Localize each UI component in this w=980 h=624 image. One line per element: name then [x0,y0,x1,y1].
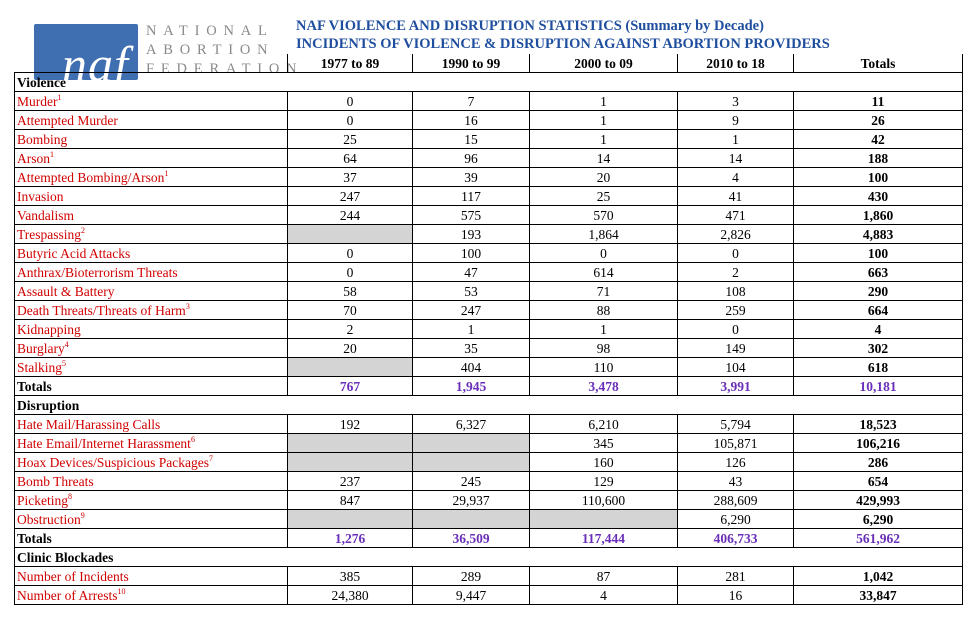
value-cell: 41 [678,187,794,206]
table-row [15,301,963,320]
footnote-marker: 1 [50,149,54,159]
row-label-text: Attempted Bombing/Arson [17,169,165,185]
section-row-blockades [15,548,963,567]
column-header-totals: Totals [794,54,963,73]
value-cell: 14 [530,149,678,168]
row-label [15,358,288,377]
row-label-text: Burglary [17,340,65,356]
totals-row-violence [15,377,963,396]
table-row [15,358,963,377]
row-label-text: Hate Email/Internet Harassment [17,435,191,451]
column-header-blank [15,54,288,73]
row-label-text: Assault & Battery [17,283,115,299]
row-label [15,263,288,282]
table-row [15,244,963,263]
value-cell: 117 [413,187,530,206]
value-cell: 87 [530,567,678,586]
row-total-cell: 654 [794,472,963,491]
no-data-cell [288,434,413,453]
row-label [15,168,288,187]
value-cell: 245 [413,472,530,491]
footnote-marker: 1 [164,168,169,178]
value-cell: 471 [678,206,794,225]
value-cell: 53 [413,282,530,301]
value-cell: 1 [530,320,678,339]
totals-label: Totals [15,377,288,396]
value-cell: 35 [413,339,530,358]
value-cell: 1 [413,320,530,339]
value-cell: 570 [530,206,678,225]
row-total-cell: 100 [794,168,963,187]
footnote-marker: 6 [190,434,195,444]
table-row [15,187,963,206]
value-cell: 0 [288,244,413,263]
no-data-cell [530,510,678,529]
row-total-cell: 430 [794,187,963,206]
row-label [15,434,288,453]
section-row-disruption [15,396,963,415]
value-cell: 237 [288,472,413,491]
table-row [15,567,963,586]
row-total-cell: 664 [794,301,963,320]
value-cell: 108 [678,282,794,301]
table-row [15,320,963,339]
column-header-1990-99: 1990 to 99 [413,54,530,73]
table-row [15,168,963,187]
row-total-cell: 618 [794,358,963,377]
row-label [15,282,288,301]
column-header-2000-09: 2000 to 09 [530,54,678,73]
value-cell: 0 [678,244,794,263]
table-row [15,453,963,472]
value-cell: 110 [530,358,678,377]
value-cell: 39 [413,168,530,187]
row-label [15,586,288,605]
row-label-text: Picketing [17,492,68,508]
row-total-cell: 6,290 [794,510,963,529]
row-label [15,149,288,168]
row-total-cell: 188 [794,149,963,168]
logo-line-federation: FEDERATION [146,61,304,77]
no-data-cell [413,510,530,529]
row-label-text: Kidnapping [17,321,81,337]
row-label [15,320,288,339]
value-cell: 3 [678,92,794,111]
table-row [15,282,963,301]
row-label-text: Trespassing [17,226,82,242]
no-data-cell [288,453,413,472]
value-cell: 575 [413,206,530,225]
footnote-marker: 8 [68,491,72,501]
value-cell: 129 [530,472,678,491]
value-cell: 71 [530,282,678,301]
footnote-marker: 2 [81,225,86,235]
value-cell: 259 [678,301,794,320]
value-cell: 20 [288,339,413,358]
value-cell: 385 [288,567,413,586]
value-cell: 2,826 [678,225,794,244]
value-cell: 247 [413,301,530,320]
footnote-marker: 9 [80,510,85,520]
table-row [15,206,963,225]
document-title: NAF VIOLENCE AND DISRUPTION STATISTICS (Summary by Decade) [296,18,764,34]
no-data-cell [413,453,530,472]
column-header-1977-89: 1977 to 89 [288,54,413,73]
table-row [15,111,963,130]
value-cell: 9 [678,111,794,130]
value-cell: 1 [530,130,678,149]
totals-value-cell: 3,991 [678,377,794,396]
value-cell: 43 [678,472,794,491]
value-cell: 6,290 [678,510,794,529]
value-cell: 1,864 [530,225,678,244]
footnote-marker: 1 [57,92,62,102]
row-label-text: Anthrax/Bioterrorism Threats [17,264,178,280]
table-row [15,472,963,491]
value-cell: 126 [678,453,794,472]
totals-value-cell: 767 [288,377,413,396]
row-label-text: Invasion [17,188,64,204]
value-cell: 16 [413,111,530,130]
row-total-cell: 429,993 [794,491,963,510]
section-heading: Disruption [15,396,963,415]
row-total-cell: 18,523 [794,415,963,434]
value-cell: 37 [288,168,413,187]
table-row [15,92,963,111]
value-cell: 47 [413,263,530,282]
value-cell: 6,210 [530,415,678,434]
row-total-cell: 290 [794,282,963,301]
row-label [15,510,288,529]
totals-value-cell: 406,733 [678,529,794,548]
row-label [15,130,288,149]
table-row [15,510,963,529]
statistics-table-body [15,54,963,605]
row-total-cell: 4,883 [794,225,963,244]
totals-value-cell: 10,181 [794,377,963,396]
value-cell: 193 [413,225,530,244]
totals-value-cell: 1,945 [413,377,530,396]
value-cell: 0 [530,244,678,263]
value-cell: 247 [288,187,413,206]
section-heading: Clinic Blockades [15,548,963,567]
row-label-text: Attempted Murder [17,112,118,128]
footnote-marker: 7 [208,453,213,463]
row-label [15,453,288,472]
totals-label: Totals [15,529,288,548]
row-label-text: Obstruction [17,511,81,527]
value-cell: 25 [530,187,678,206]
value-cell: 16 [678,586,794,605]
row-total-cell: 26 [794,111,963,130]
footnote-marker: 10 [117,586,126,596]
footnote-marker: 4 [64,339,69,349]
totals-value-cell: 117,444 [530,529,678,548]
value-cell: 1 [678,130,794,149]
value-cell: 9,447 [413,586,530,605]
row-label-text: Vandalism [17,207,74,223]
row-label-text: Number of Arrests [17,587,118,603]
row-label-text: Death Threats/Threats of Harm [17,302,186,318]
value-cell: 6,327 [413,415,530,434]
row-label-text: Murder [17,93,58,109]
value-cell: 4 [530,586,678,605]
row-label [15,244,288,263]
table-row [15,491,963,510]
row-total-cell: 1,860 [794,206,963,225]
row-label-text: Number of Incidents [17,568,129,584]
footnote-marker: 3 [185,301,190,311]
value-cell: 0 [288,111,413,130]
row-total-cell: 106,216 [794,434,963,453]
value-cell: 244 [288,206,413,225]
row-total-cell: 663 [794,263,963,282]
value-cell: 4 [678,168,794,187]
no-data-cell [413,434,530,453]
value-cell: 289 [413,567,530,586]
row-label-text: Butyric Acid Attacks [17,245,131,261]
no-data-cell [288,225,413,244]
value-cell: 160 [530,453,678,472]
row-label [15,415,288,434]
table-row [15,225,963,244]
value-cell: 7 [413,92,530,111]
naf-logo-wordmark: naf [62,36,129,92]
table-row [15,339,963,358]
row-label [15,339,288,358]
row-label-text: Stalking [17,359,63,375]
row-label-text: Hoax Devices/Suspicious Packages [17,454,209,470]
footnote-marker: 5 [62,358,67,368]
value-cell: 288,609 [678,491,794,510]
value-cell: 64 [288,149,413,168]
row-label [15,472,288,491]
value-cell: 96 [413,149,530,168]
row-total-cell: 42 [794,130,963,149]
value-cell: 58 [288,282,413,301]
value-cell: 404 [413,358,530,377]
row-total-cell: 1,042 [794,567,963,586]
row-label [15,92,288,111]
value-cell: 0 [288,92,413,111]
row-label [15,187,288,206]
totals-value-cell: 1,276 [288,529,413,548]
value-cell: 105,871 [678,434,794,453]
row-label [15,111,288,130]
section-row-violence [15,73,963,92]
row-label [15,225,288,244]
row-label-text: Hate Mail/Harassing Calls [17,416,161,432]
value-cell: 25 [288,130,413,149]
value-cell: 2 [678,263,794,282]
value-cell: 104 [678,358,794,377]
logo-line-national: NATIONAL [146,23,274,39]
table-row [15,130,963,149]
value-cell: 192 [288,415,413,434]
row-total-cell: 100 [794,244,963,263]
totals-value-cell: 3,478 [530,377,678,396]
value-cell: 5,794 [678,415,794,434]
value-cell: 70 [288,301,413,320]
section-heading: Violence [15,73,963,92]
value-cell: 847 [288,491,413,510]
row-label [15,567,288,586]
value-cell: 614 [530,263,678,282]
logo-line-abortion: ABORTION [146,42,275,58]
value-cell: 149 [678,339,794,358]
value-cell: 15 [413,130,530,149]
no-data-cell [288,358,413,377]
totals-value-cell: 561,962 [794,529,963,548]
value-cell: 281 [678,567,794,586]
table-row [15,415,963,434]
value-cell: 2 [288,320,413,339]
value-cell: 1 [530,111,678,130]
row-total-cell: 33,847 [794,586,963,605]
value-cell: 345 [530,434,678,453]
table-row [15,149,963,168]
document-subtitle: INCIDENTS OF VIOLENCE & DISRUPTION AGAINST ABORTION PROVIDERS [296,36,830,52]
column-header-2010-18: 2010 to 18 [678,54,794,73]
value-cell: 29,937 [413,491,530,510]
row-total-cell: 302 [794,339,963,358]
value-cell: 0 [288,263,413,282]
row-label-text: Bomb Threats [17,473,94,489]
totals-value-cell: 36,509 [413,529,530,548]
value-cell: 20 [530,168,678,187]
value-cell: 24,380 [288,586,413,605]
row-label-text: Arson [17,150,50,166]
value-cell: 88 [530,301,678,320]
table-row [15,586,963,605]
totals-row-disruption [15,529,963,548]
row-total-cell: 4 [794,320,963,339]
row-label [15,206,288,225]
value-cell: 0 [678,320,794,339]
value-cell: 98 [530,339,678,358]
row-label [15,301,288,320]
row-total-cell: 286 [794,453,963,472]
value-cell: 1 [530,92,678,111]
no-data-cell [288,510,413,529]
row-label [15,491,288,510]
column-header-row [15,54,963,73]
row-total-cell: 11 [794,92,963,111]
value-cell: 100 [413,244,530,263]
value-cell: 110,600 [530,491,678,510]
row-label-text: Bombing [17,131,68,147]
value-cell: 14 [678,149,794,168]
statistics-table [14,54,963,605]
table-row [15,263,963,282]
table-row [15,434,963,453]
